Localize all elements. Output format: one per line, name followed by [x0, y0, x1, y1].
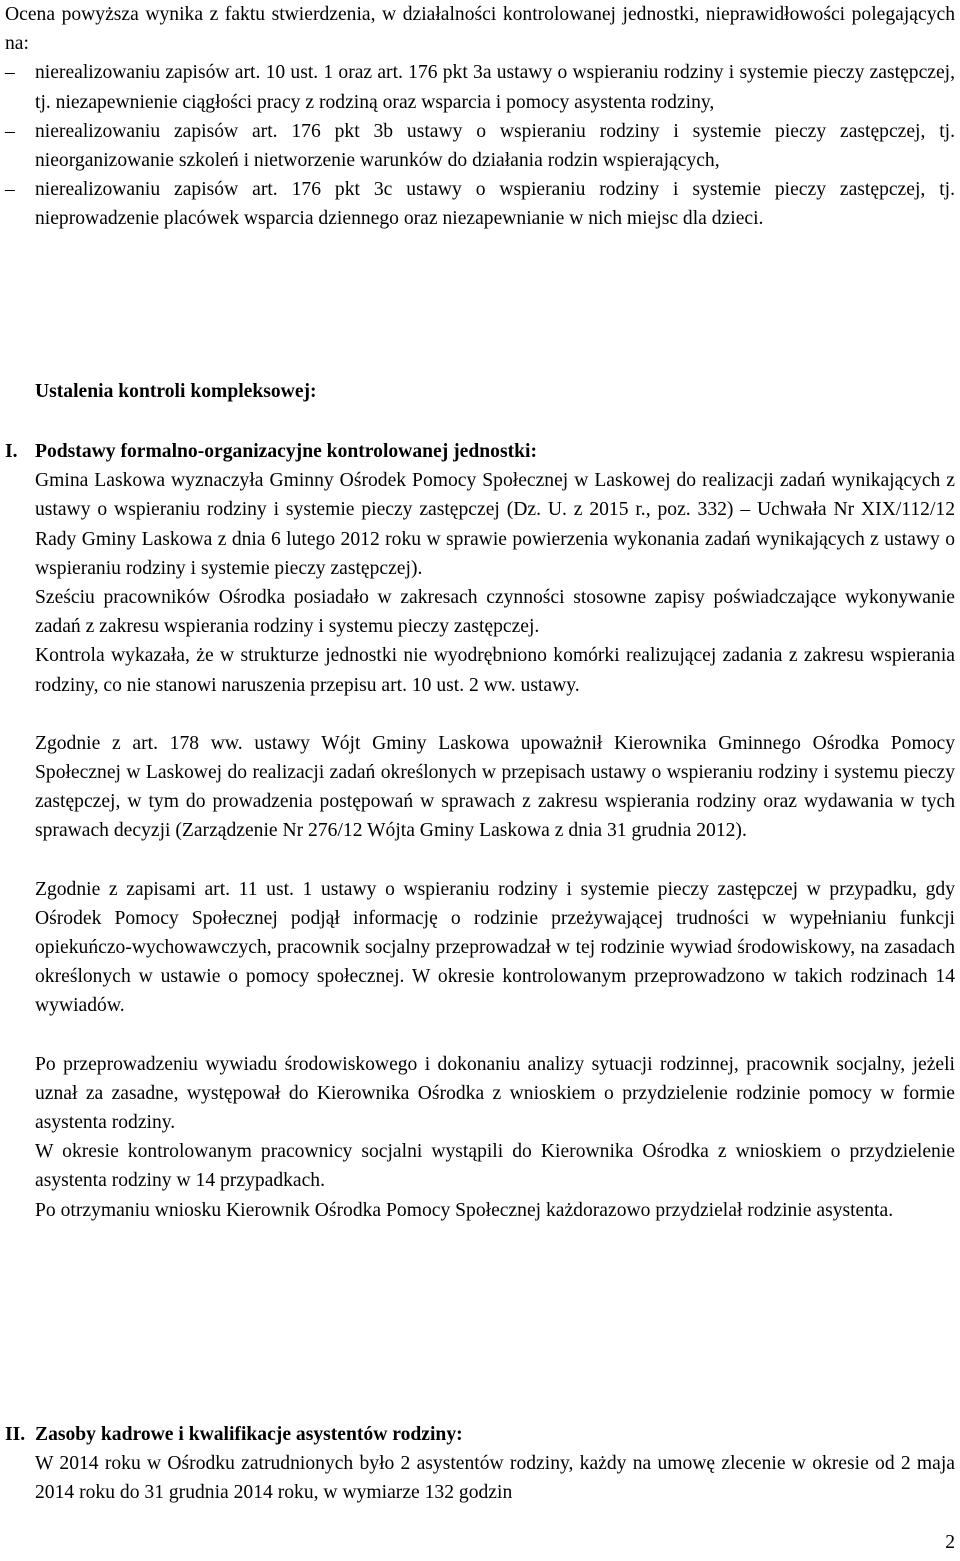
page-number: 2 — [945, 1532, 955, 1553]
paragraph: Zgodnie z zapisami art. 11 ust. 1 ustawy o wspieraniu rodziny i systemie pieczy zastępczej w przypadku, gdy Ośrodek Pomocy Społecznej podjął informację o rodzinie przeżywającej trudności w wypełnianiu funkcji opiekuńczo-wychowawczych, pracownik socjalny przeprowadzał w tej rodzinie wywiad środowiskowy, na zasadach określonych w ustawie o pomocy społecznej. W okresie kontrolowanym przeprowadzono w takich rodzinach 14 wywiadów. — [35, 878, 955, 1017]
dash-bullet: – — [5, 62, 15, 84]
list-item-text: nierealizowaniu zapisów art. 176 pkt 3c ustawy o wspieraniu rodziny i systemie pieczy zastępczej, tj. nieprowadzenie placówek wsparcia dziennego oraz niezapewnianie w nich miejsc dla dzieci. — [35, 179, 955, 230]
list-item — [5, 58, 955, 116]
section-2 — [5, 1420, 955, 1508]
section-2-title: Zasoby kadrowe i kwalifikacje asystentów rodziny: — [35, 1424, 463, 1445]
intro-section — [5, 0, 955, 234]
paragraph: Sześciu pracowników Ośrodka posiadało w zakresach czynności stosowne zapisy poświadczające wykonywanie zadań z zakresu wspierania rodziny i systemu pieczy zastępczej. — [35, 587, 955, 638]
section-2-title-line — [5, 1420, 955, 1449]
section-1-number: I. — [5, 441, 18, 462]
list-item — [5, 175, 955, 233]
list-item — [5, 117, 955, 175]
dash-bullet: – — [5, 179, 15, 201]
list-item-text: nierealizowaniu zapisów art. 10 ust. 1 oraz art. 176 pkt 3a ustawy o wspieraniu rodziny i systemie pieczy zastępczej, tj. niezapewnienie ciągłości pracy z rodziną oraz wsparcia i pomocy asystenta rodziny, — [35, 62, 955, 113]
section-1-title: Podstawy formalno-organizacyjne kontrolowanej jednostki: — [35, 441, 537, 462]
dash-bullet: – — [5, 120, 15, 142]
paragraph: Po przeprowadzeniu wywiadu środowiskowego i dokonaniu analizy sytuacji rodzinnej, pracownik socjalny, jeżeli uznał za zasadne, występował do Kierownika Ośrodka z wnioskiem o przydzielenie rodzinie pomocy w formie asystenta rodziny. — [35, 1053, 955, 1134]
spacer — [5, 700, 955, 729]
paragraph: Zgodnie z art. 178 ww. ustawy Wójt Gminy Laskowa upoważnił Kierownika Gminnego Ośrodka Pomocy Społecznej w Laskowej do realizacji zadań określonych w przepisach ustawy o wspieraniu rodziny i systemu pieczy zastępczej, w tym do prowadzenia postępowań w sprawach z zakresu wspierania rodziny oraz wydawania w tych sprawach decyzji (Zarządzenie Nr 276/12 Wójta Gminy Laskowa z dnia 31 grudnia 2012). — [35, 732, 955, 842]
paragraph: W 2014 roku w Ośrodku zatrudnionych było 2 asystentów rodziny, każdy na umowę zlecenie w okresie od 2 maja 2014 roku do 31 grudnia 2014 roku, w wymiarze 132 godzin — [35, 1453, 955, 1504]
section-heading: Ustalenia kontroli kompleksowej: — [35, 381, 317, 402]
section-1-title-line — [5, 437, 955, 466]
section-1 — [5, 437, 955, 1225]
paragraph: W okresie kontrolowanym pracownicy socjalni wystąpili do Kierownika Ośrodka z wnioskiem o przydzielenie asystenta rodziny w 14 przypadkach. — [35, 1141, 955, 1192]
section-2-number: II. — [5, 1424, 26, 1445]
paragraph: Gmina Laskowa wyznaczyła Gminny Ośrodek Pomocy Społecznej w Laskowej do realizacji zadań wynikających z ustawy o wspieraniu rodziny i systemie pieczy zastępczej (Dz. U. z 2015 r., poz. 332) – Uchwała Nr XIX/112/12 Rady Gminy Laskowa z dnia 6 lutego 2012 roku w sprawie powierzenia wykonania zadań wynikających z ustawy o wspieraniu rodziny i systemie pieczy zastępczej). — [35, 470, 955, 579]
paragraph: Po otrzymaniu wniosku Kierownik Ośrodka Pomocy Społecznej każdorazowo przydzielał rodzinie asystenta. — [35, 1199, 894, 1221]
intro-lead: Ocena powyższa wynika z faktu stwierdzenia, w działalności kontrolowanej jednostki, nieprawidłowości polegających na: — [5, 4, 955, 55]
list-item-text: nierealizowaniu zapisów art. 176 pkt 3b ustawy o wspieraniu rodziny i systemie pieczy zastępczej, tj. nieorganizowanie szkoleń i nietworzenie warunków do działania rodzin wspierających, — [35, 120, 955, 172]
paragraph: Kontrola wykazała, że w strukturze jednostki nie wyodrębniono komórki realizującej zadania z zakresu wspierania rodziny, co nie stanowi naruszenia przepisu art. 10 ust. 2 ww. ustawy. — [35, 645, 955, 696]
spacer — [5, 846, 955, 875]
spacer — [5, 1021, 955, 1050]
